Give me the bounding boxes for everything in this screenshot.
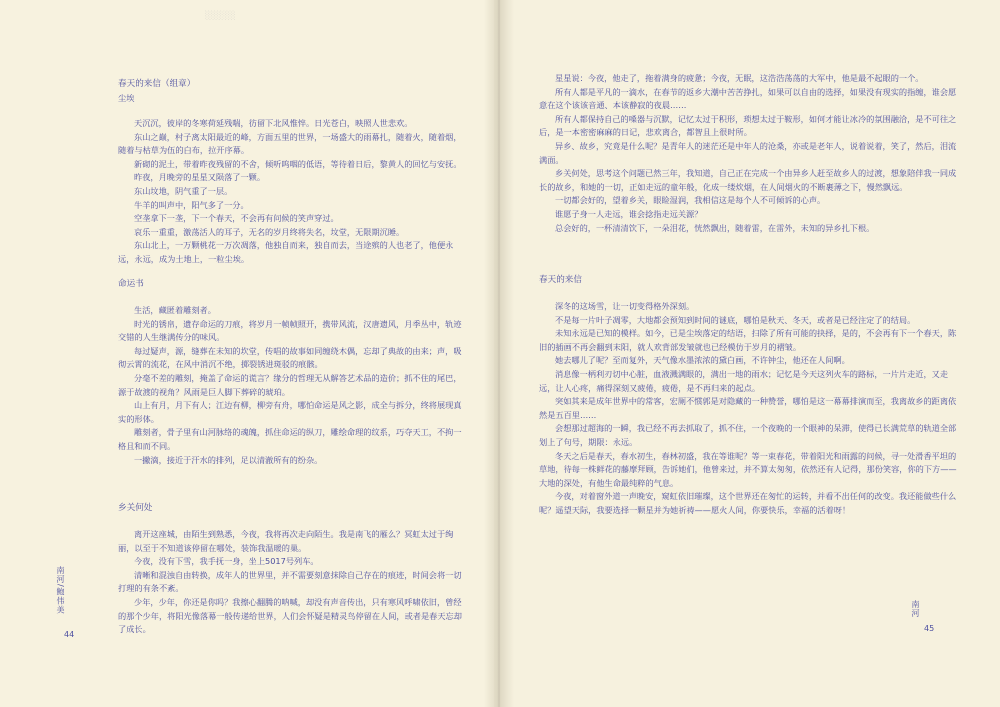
- paragraph: 今夜，对着窗外道一声晚安，窥虹依旧璀璨，这个世界还在匆忙的运转，并看不出任何的改变。我还能做些什么呢？遥望天际，我要选择一颗星并为她祈祷——愿火人间，你要快乐，幸福的活着呀！: [539, 491, 957, 515]
- section-fate-book-body: [118, 304, 464, 467]
- paragraph: 一撇滴，接近于汗水的排列，足以清澈所有的纷杂。: [134, 454, 323, 465]
- book-gutter: [484, 0, 514, 707]
- paragraph: 东山坟地，阴气重了一层。: [134, 185, 233, 196]
- paragraph: 山上有月，月下有人；江边有柳，柳旁有舟，哪怕命运是风之影，成全与拆分，终将展现真实的形体。: [118, 400, 462, 424]
- section-title: 春天的来信（组章）: [118, 79, 196, 89]
- page-number: 45: [924, 624, 935, 633]
- section-spring-letter: [539, 274, 957, 288]
- paragraph: 少年，少年，你还是你吗？我擦心翻腾的呐喊，却没有声音传出，只有寒风呼啸依旧，曾经的那个少年，将阳光像落幕一般传递给世界，人们会怀疑是精灵鸟停留在人间，或者是春天忘却了成长。: [118, 596, 462, 635]
- paragraph: 谁愿子身一人走远，谁会捻指走远关源？: [555, 208, 703, 219]
- section-hometown: [118, 502, 464, 516]
- bleed-through-text: ░░░░░: [205, 11, 236, 20]
- paragraph: 突如其来是成年世界中的常客，宏厕不惯郭是对隐藏的一种赞誉，哪怕是这一幕幕排演而至，我离故乡的距离依然是五百里……: [539, 396, 957, 420]
- paragraph: 东山之巅，村子离太阳最近的峰，方面五里的世界，一场盛大的雨幕扎，随着火，随着烟，随着与枯草为伍的白布，拉开序幕。: [118, 131, 462, 156]
- paragraph: 东山北上，一万颗桃花一万次凋落，他独自而来，独自而去，当途殡的人也老了，他便永远，永远，成为土地上，一粒尘埃。: [118, 240, 454, 264]
- paragraph: 异乡、故乡，究竟是什么呢？是青年人的迷茫还是中年人的沧桑，亦或是老年人，说着说着，笑了，然后，泪流满面。: [539, 140, 957, 165]
- section-fate-book: [118, 278, 464, 292]
- paragraph: 时光的锈帛，遗存命运的刀痕，将岁月一帧帧照开，携带风流，汉唐遗风，月季丛中，轨迹交错的人生继满传分的味风。: [118, 318, 462, 343]
- paragraph: 生活，藏匿着雕刻者。: [134, 305, 216, 315]
- paragraph: 未知永远是已知的模样。如今，已是尘埃落定的结语，扫除了所有可能的抉择，是的，不会再有下一个春天，陈旧的插画不再会翻到末阳，就人欢背部发皱就也已经模仿于岁月的褶皱。: [539, 328, 957, 352]
- paragraph: 消息像一柄利刃切中心脏，血液溅满眼的，满出一地的雨水；记忆是今天这列火车的路标，一片片走近，又走远，让人心疼，痛得深刻又疲倦，疲倦，是不再归来的起点。: [539, 368, 949, 393]
- paragraph: 清晰和混浊自由转换，成年人的世界里，并不需要刻意抹除自己存在的痕迹，时间会将一切打理的有条不紊。: [118, 569, 462, 594]
- paragraph: 会想那过超海的一瞬，我已经不再去抓取了，抓不住，一个夜晚的一个眼神的呆滞，使得已长满荒草的轨道全部划上了句号，期限：永远。: [539, 423, 957, 447]
- running-footer: 南河: [911, 600, 920, 618]
- paragraph: 离开这座城，由陌生到熟悉，今夜，我将再次走向陌生。我是南飞的雁么？冥虹太过于绚丽，以至于不知道该停留在哪处，装饰我温暖的巢。: [118, 529, 454, 553]
- paragraph: 牛羊的叫声中，阳气多了一分。: [134, 199, 249, 210]
- section-spring-letter-body: [118, 117, 464, 267]
- paragraph: 不是每一片叶子凋零，大地都会预知到时间的谜底，哪怕是秋天、冬天，或者是已经注定了的结局。: [555, 314, 916, 325]
- paragraph: 总会好的，一杯清清饮下，一朵泪花，恍然飘出，随着雷，在雷外，未知的异乡扎下根。: [555, 222, 875, 233]
- paragraph: 新砌的泥土，带着昨夜残留的不舍，倾听呜咽的低语，等待着日后，黎黄人的回忆与安抚。: [134, 158, 462, 169]
- paragraph: 冬天之后是春天，春水初生，春林初盛，我在等谁呢？等一束春花，带着阳光和雨露的问候，寻一处滑香平坦的草地，待每一株鲜花的藤摩拜顾，告诉她们，他曾来过，并不算太匆匆，依然还有人记得，那份笑容，你的下方——大地的深处，有他生命最纯粹的气息。: [539, 450, 957, 488]
- paragraph: 一切都会好的，望着乡关，眼睑湿润，我相信这是每个人不可倾诉的心声。: [555, 195, 826, 206]
- section-spring-letter-body: [539, 300, 957, 518]
- paragraph: 所有人都保持自己的嗓器与沉默，记忆太过于积形，琐想太过于鞍形，如何才能让冰冷的氛围融洽，是不可往之后，是一本密密麻麻的日记，悲欢离合，都智且上很时所。: [539, 113, 957, 138]
- section-title: 命运书: [118, 279, 144, 289]
- paragraph: 雕刻者，骨子里有山河脉络的魂魄，抓住命运的纵刀，雕绘命理的纹系，巧夺天工，不拘一格且和而不同。: [118, 427, 462, 451]
- paragraph: 乡关何处，思考这个问题已然三年，我知道，自己正在完成一个由异乡人赶至故乡人的过渡，想象陪伴我一同成长的故乡，和她的一切，正如走远的童年般，化成一缕炊烟，在人间烟火的不断裹薄之下，慢然飘远。: [539, 168, 957, 192]
- paragraph: 天沉沉，彼岸的冬寒荷延残喘，彷留下北风惟悴。日光苍白，映照人世悲欢。: [134, 118, 413, 128]
- section-spring-letter-group: [118, 78, 464, 105]
- paragraph: 昨夜，月晚旁的星星又陨落了一颗。: [134, 172, 266, 183]
- author-name: 尘埃: [118, 92, 135, 103]
- section-title: 乡关何处: [118, 503, 153, 513]
- running-footer: 南河/鲍伟美: [56, 566, 65, 615]
- paragraph: 今夜，没有下雪，我手抚一身，坐上5017号列车。: [134, 556, 319, 567]
- right-page: [498, 0, 1000, 707]
- paragraph: 她去哪儿了呢？至而复外，天气像水墨浓浓的黛白画，不许钟尘，他还在人间啊。: [555, 355, 850, 366]
- paragraph: 每过疑声，源，缝葬在未知的坎堂，传唱的故事如同缠绕木偶，忘却了典故的由来；声，吸彻云霄的流花，在风中消沉不绝，掷裂锈进斑驳的痕骸。: [118, 345, 462, 370]
- continued-text: [539, 72, 957, 235]
- paragraph: 分毫不差的雕刻，掩盖了命运的谎言？缘分的哲理无从解答艺术品的造价；抓不住的尾巴，源于故渡的视角？风雨是巨人脚下葬碎的琥珀。: [118, 372, 462, 397]
- paragraph: 所有人都是平凡的一滴水，在春节的返乡大潮中苦苦挣扎，如果可以自由的选择，如果没有现实的指缠，谁会愿意在这个该该音通、本该静寂的夜晨……: [539, 86, 957, 111]
- paragraph: 星星说：今夜，他走了，拖着满身的疲惫；今夜，无眠，这浩浩荡荡的大军中，他是最不起眼的一个。: [555, 73, 924, 83]
- paragraph: 空垄拿下一垄，下一个春天，不会再有问候的笑声穿过。: [134, 213, 339, 224]
- paragraph: 哀乐一重重，激荡活人的耳子，无名的岁月终将失名，坟堂，无限期沉睡。: [134, 226, 405, 237]
- left-page: [0, 0, 494, 707]
- section-hometown-body: [118, 528, 464, 637]
- section-title: 春天的来信: [539, 275, 582, 285]
- paragraph: 深冬的这场雪，让一切变得格外深刻。: [555, 301, 695, 311]
- page-number: 44: [64, 630, 75, 639]
